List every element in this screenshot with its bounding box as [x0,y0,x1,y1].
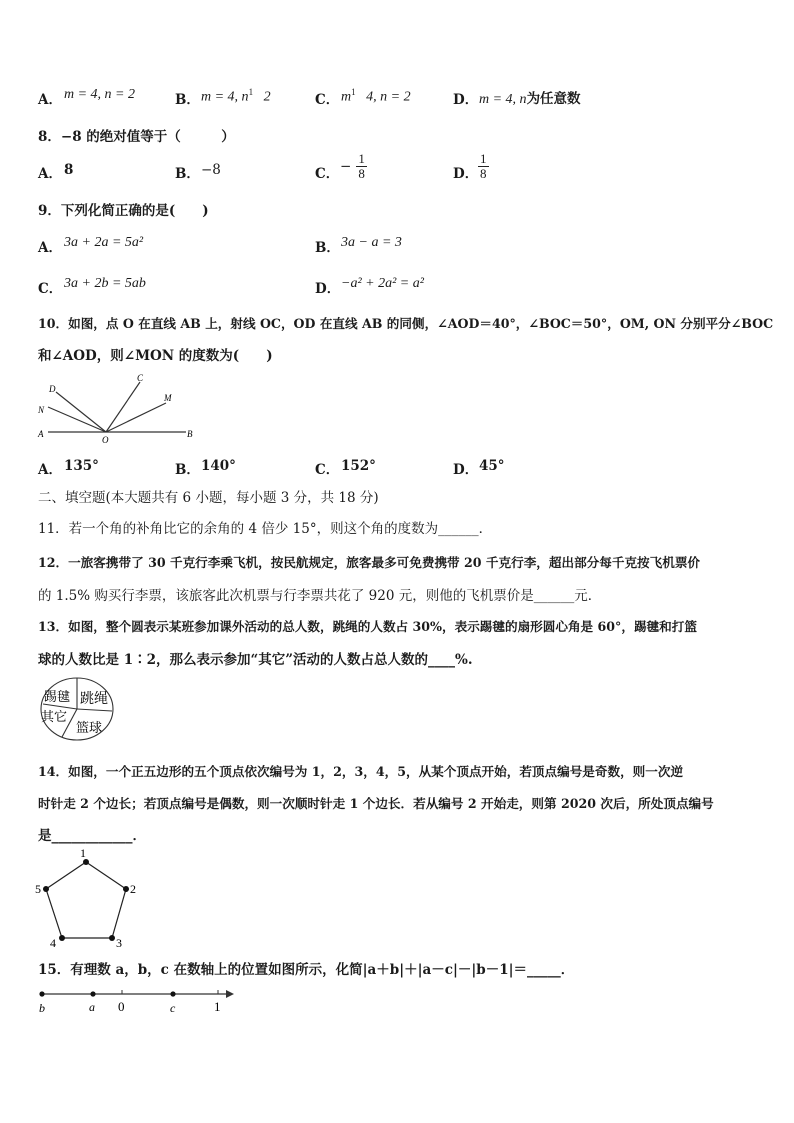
q11-text: 11．若一个角的补角比它的余角的 4 倍少 15°，则这个角的度数为______． [38,521,493,537]
q9-stem: 9．下列化简正确的是( ) [38,203,209,219]
vertex-label-4: 4 [50,936,56,950]
q10-stem-line2: 和∠AOD，则∠MON 的度数为( ) [38,348,273,364]
vertex-label-2: 2 [130,882,136,896]
axis-label-a: a [89,1000,95,1014]
q8-option-d-den: 8 [480,166,487,181]
pie-label-lanqiu: 篮球 [76,720,103,735]
q8-option-a-value: 8 [64,162,74,178]
q7-option-b-label: B． [175,92,200,108]
q10-option-c-label: C． [315,462,340,478]
q15-stem: 15．有理数 a，b，c 在数轴上的位置如图所示，化简|a＋b|＋|a－c|－|b－1|＝_____． [38,962,575,978]
vertex-label-1: 1 [80,846,86,860]
q8-option-d-label: D． [453,166,479,182]
q7-option-d-tail: 为任意数 [526,91,581,107]
q7-option-b-tail: 2 [263,89,271,105]
axis-label-c: c [170,1001,176,1015]
q8-option-d-fraction [478,152,489,181]
pie-label-tijian: 踢毽 [44,689,71,704]
q7-option-d-main: m = 4, n [479,92,527,107]
q10-label-o: O [102,435,109,445]
axis-label-zero: 0 [118,999,125,1014]
q8-option-c-sign: − [340,158,352,175]
q9-option-d-expr: −a² + 2a² = a² [341,276,424,291]
q13-pie-figure [38,674,118,744]
q14-pentagon-figure [32,845,142,951]
q8-option-b-value: −8 [201,162,221,178]
q9-option-c-expr: 3a + 2b = 5ab [64,276,146,291]
q9-option-a-label: A． [38,240,62,256]
q12-line2: 的 1.5% 购买行李票，该旅客此次机票与行李票共花了 920 元，则他的飞机票价是______元． [38,588,602,604]
q10-angle-figure [36,370,206,445]
q13-line2: 球的人数比是 1∶2，那么表示参加“其它”活动的人数占总人数的____%. [38,652,473,668]
q8-option-d-num: 1 [480,151,487,166]
q9-option-b-label: B． [315,240,340,256]
q7-option-a-expr: m = 4, n = 2 [64,87,136,102]
q10-option-d-value: 45° [479,458,505,474]
q10-option-c-value: 152° [341,458,376,474]
q8-stem: 8．−8 的绝对值等于（ ） [38,129,235,145]
q10-option-b-value: 140° [201,458,236,474]
q10-label-m: M [164,393,172,403]
q8-option-c-den: 8 [358,166,365,181]
q10-label-a: A [38,429,44,439]
q8-option-c-label: C． [315,166,340,182]
q14-line3: 是____________． [38,828,146,844]
q10-option-d-label: D． [453,462,479,478]
q12-line1: 12．一旅客携带了 30 千克行李乘飞机，按民航规定，旅客最多可免费携带 20 千克行李，超出部分每千克按飞机票价 [38,555,701,570]
q7-option-b-main: m = 4, n [201,89,249,105]
q7-option-c-expr [341,87,411,106]
q9-option-c-label: C． [38,281,63,297]
q8-option-b-label: B． [175,166,200,182]
q7-option-b-expr [201,87,271,106]
q10-label-d: D [49,384,56,394]
vertex-label-3: 3 [116,936,122,950]
q9-option-d-label: D． [315,281,341,297]
q8-option-c-num: 1 [358,151,365,166]
q7-option-d-expr [479,87,581,108]
q10-label-b: B [187,429,193,439]
q7-option-b-sup: 1 [248,87,254,97]
axis-label-b: b [39,1001,45,1015]
q8-option-a-label: A． [38,166,62,182]
q7-option-a-label: A． [38,92,62,108]
vertex-label-5: 5 [35,882,41,896]
pie-label-qita: 其它 [41,709,68,724]
q9-option-b-expr: 3a − a = 3 [341,235,402,250]
q10-stem-line1: 10．如图，点 O 在直线 AB 上，射线 OC，OD 在直线 AB 的同侧，∠AOD＝40°，∠BOC＝50°，OM, ON 分别平分∠BOC [38,316,774,331]
q14-line1: 14．如图，一个正五边形的五个顶点依次编号为 1，2，3，4，5，从某个顶点开始，若顶点编号是奇数，则一次逆 [38,764,684,779]
q10-option-a-label: A． [38,462,62,478]
axis-label-one: 1 [214,999,221,1014]
q8-option-c-fraction [340,152,367,181]
pie-label-tiaosheng: 跳绳 [80,692,108,707]
q13-line1: 13．如图，整个圆表示某班参加课外活动的总人数，跳绳的人数占 30%，表示踢毽的扇形圆心角是 60°，踢毽和打篮 [38,619,697,634]
q15-number-line [34,984,244,1018]
q7-option-c-tail: 4, n = 2 [366,89,411,105]
q14-line2: 时针走 2 个边长；若顶点编号是偶数，则一次顺时针走 1 个边长．若从编号 2 开始走，则第 2020 次后，所处顶点编号 [38,796,714,811]
q9-option-a-expr: 3a + 2a = 5a² [64,235,144,250]
q7-option-c-sup: 1 [351,87,356,97]
q10-option-b-label: B． [175,462,200,478]
q10-label-c: C [137,373,144,383]
q7-option-c-label: C． [315,92,340,108]
q7-option-c-main: m [341,89,352,105]
q7-option-d-label: D． [453,92,479,108]
q10-label-n: N [38,405,45,415]
q10-option-a-value: 135° [64,458,99,474]
section-heading: 二、填空题(本大题共有 6 小题，每小题 3 分，共 18 分) [38,490,379,506]
